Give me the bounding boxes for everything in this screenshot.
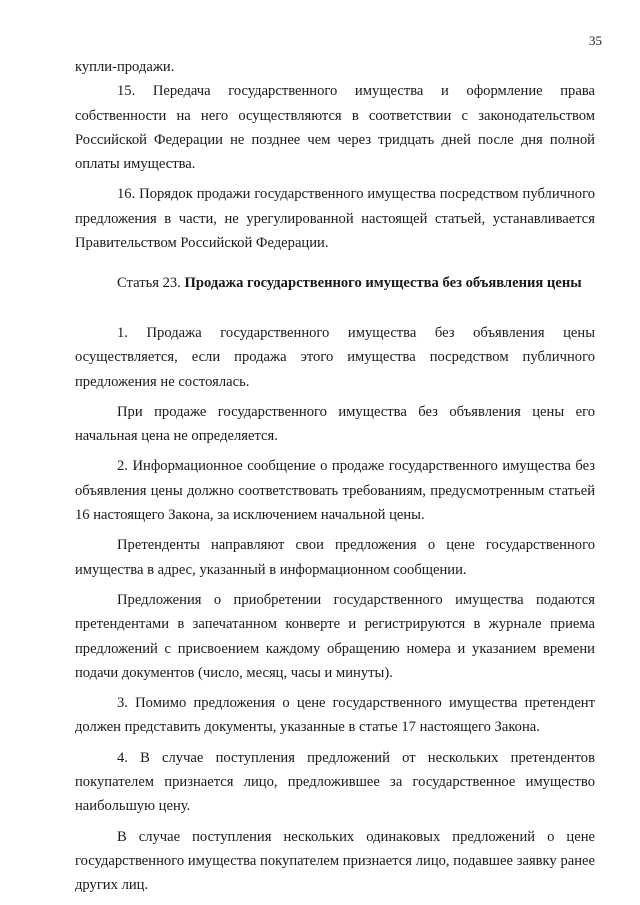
page-number: 35 xyxy=(589,33,602,48)
paragraph-article-2: 2. Информационное сообщение о продаже государственного имущества без объявления цены должно соответствовать требованиям, предусмотренным статьей 16 настоящего Закона, за исключением начальной цены. xyxy=(75,458,595,524)
article-number: Статья 23. xyxy=(117,275,181,291)
text-block-top xyxy=(75,55,595,255)
article-heading xyxy=(75,271,595,295)
paragraph-article-2c: Предложения о приобретении государственного имущества подаются претендентами в запечатанном конверте и регистрируются в журнале приема предложений с присвоением каждому обращению номера и указанием времени подачи документов (число, месяц, часы и минуты). xyxy=(75,591,595,681)
paragraph-article-1b: При продаже государственного имущества без объявления цены его начальная цена не определяется. xyxy=(75,403,595,445)
paragraph-article-2b: Претенденты направляют свои предложения о цене государственного имущества в адрес, указанный в информационном сообщении. xyxy=(75,537,595,578)
paragraph-15: 15. Передача государственного имущества и оформление права собственности на него осуществляются в соответствии с законодательством Российской Федерации не позднее чем через тридцать дней после дня полной оплаты имущества. xyxy=(75,83,595,173)
paragraph-article-1: 1. Продажа государственного имущества без объявления цены осуществляется, если продажа этого имущества посредством публичного предложения не состоялась. xyxy=(75,325,595,390)
paragraph-article-3: 3. Помимо предложения о цене государственного имущества претендент должен представить документы, указанные в статье 17 настоящего Закона. xyxy=(75,695,595,736)
article-title: Продажа государственного имущества без объявления цены xyxy=(184,275,582,291)
paragraph-16: 16. Порядок продажи государственного имущества посредством публичного предложения в части, не урегулированной настоящей статьей, устанавливается Правительством Российской Федерации. xyxy=(75,186,595,252)
text-block-article xyxy=(75,321,595,898)
paragraph-continuation: купли-продажи. xyxy=(75,59,175,75)
paragraph-article-4: 4. В случае поступления предложений от нескольких претендентов покупателем признается лицо, предложившее за государственное имущество наибольшую цену. xyxy=(75,749,595,815)
paragraph-article-4b: В случае поступления нескольких одинаковых предложений о цене государственного имущества покупателем признается лицо, подавшее заявку ранее других лиц. xyxy=(75,828,595,894)
